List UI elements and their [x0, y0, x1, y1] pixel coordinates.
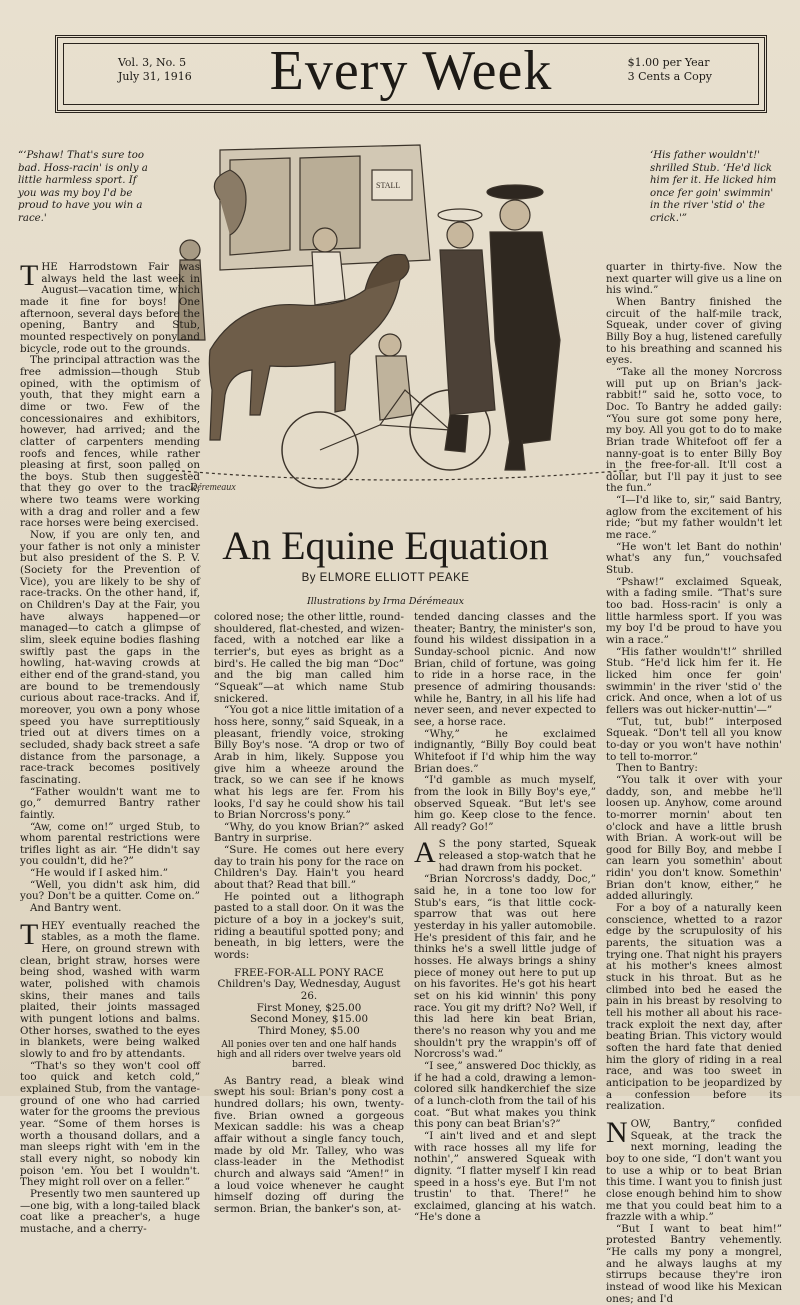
- paragraph: “You talk it over with your daddy, son, and mebbe he'll loosen up. Anyhow, come around to-morrer mornin' about ten o'clock and have a little brush with Brian. A work-out will be good for Billy Boy, and mebbe I can learn you somethin' about ridin' you don't know. Somethin' Brian don't know, either,” he added alluringly.: [606, 773, 782, 903]
- article-title: An Equine Equation: [222, 523, 549, 568]
- illustration-track-scene: [150, 140, 648, 500]
- poster-note: All ponies over ten and one half hands high and all riders over twelve years old barred.: [216, 1039, 402, 1070]
- poster-title: FREE-FOR-ALL PONY RACE: [234, 966, 384, 979]
- poster-second-money: Second Money, $15.00: [249, 1013, 369, 1026]
- paragraph: “Take all the money Norcross will put up on Brian's jack-rabbit!” said he, sotto voce, to Doc. To Bantry he added gaily: “You sure got some pony here, my boy. All you got to do to make Brian trade Whitefoot off fer a nanny-goat is to enter Billy Boy in the free-for-all. It'll cost a dollar, but I'll pay it just to see the fun.”: [606, 365, 782, 495]
- boy-rider: [313, 228, 337, 252]
- paragraph: “He won't let Bant do nothin' what's any fun,” vouchsafed Stub.: [606, 540, 782, 577]
- issue-date: July 31, 1916: [118, 70, 192, 83]
- paragraph: Now, if you are only ten, and your father is not only a minister but also president of the S. P. V. (Society for the Prevention of Vice), you are likely to be shy of race-tracks. On the other hand, if, on Children's Day at the Fair, you have always happened—or managed—to catch a glimpse of slim, sleek equine bodies flashing swiftly past the gaps in the howling, hat-waving crowds at either end of the grand-stand, you are bound to be tremendously curious about race-tracks. And if, moreover, you own a pony whose speed you have surreptitiously tried out at divers times on a secluded, shady back street a safe distance from the parsonage, a race-track becomes positively fascinating.: [20, 529, 200, 786]
- paragraph: “Father wouldn't want me to go,” demurred Bantry rather faintly.: [20, 785, 200, 821]
- paragraph: Then to Bantry:: [616, 762, 698, 775]
- masthead: [55, 35, 767, 113]
- paragraph: “Brian Norcross's daddy, Doc,” said he, in a tone too low for Stub's ears, “is that little cock-sparrow that was out here yesterday in his yaller automobile. He's president of this fair, and he thinks he's a swell little judge of hosses. He always brings a shiny piece of money out here to put up on his favorites. He's got his heart set on his kid winnin' this pony race. You git my drift? No? Well, if this lad here kin beat Brian, there's no reason why you and me shouldn't pry the wrappin's off of Norcross's wad.”: [414, 873, 596, 1061]
- column-4: [606, 261, 782, 1305]
- paragraph: For a boy of a naturally keen conscience, whetted to a razor edge by the scrupulosity of his parents, the situation was a trying one. That night his prayers at his mother's knees almost stuck in his throat. But as he climbed into bed he eased the pain in his breast by resolving to tell his mother all about his race-track exploit the next day, after beating Brian. This victory would soften the hard fate that denied him the glory of riding in a real race, and was too sweet in anticipation to be jeopardized by a confession before its realization.: [606, 902, 782, 1113]
- paragraph: “Why,” he exclaimed indignantly, “Billy Boy could beat Whitefoot if I'd whip him the way Brian does.”: [414, 727, 596, 775]
- paragraph: NOW, Bantry,” confided Squeak, at the track the next morning, leading the boy to one side, “I don't want you to use a whip or to beat Brian this time. I want you to finish just close enough behind him to show me that you could beat him to a frazzle with a whip.”: [606, 1115, 782, 1224]
- paragraph: “I—I'd like to, sir,” said Bantry, aglow from the excitement of his ride; “but my father wouldn't let me race.”: [606, 494, 782, 542]
- paragraph: The principal attraction was the free admission—though Stub opined, with the optimism of youth, that they might earn a dime or two. Few of the concessionaires and exhibitors, however, had arrived; and the clatter of carpenters mending roofs and fences, while rather pleasing at first, soon palled on the boys. Stub then suggested that they go over to the track, where two teams were working with a drag and roller and a few race horses were being exercised.: [20, 354, 200, 530]
- magazine-title: Every Week: [269, 40, 553, 102]
- poster-sign-text: STALL: [376, 181, 401, 190]
- column-2: [214, 611, 404, 1215]
- paragraph: “You got a nice little imitation of a hoss here, sonny,” said Squeak, in a pleasant, friendly voice, stroking Billy Boy's nose. “A drop or two of Arab in him, likely. Suppose you give him a wheeze around the track, so we can see if he knows what his legs are fer. From his looks, I'd say he could show his tail to Brian Norcross's pony.”: [214, 704, 404, 822]
- pull-quote-right: ‘His father wouldn't!' shrilled Stub. ‘He'd lick him fer it. He licked him once fer goin' swimmin' in the river 'stid o' the crick.'”: [650, 150, 777, 224]
- pull-quote-left: “‘Pshaw! That's sure too bad. Hoss-racin' is only a little harmless sport. If you was my boy I'd be proud to have you win a race.': [18, 150, 148, 224]
- paragraph: “I see,” answered Doc thickly, as if he had a cold, drawing a lemon-colored silk handkerchief the size of a lunch-cloth from the tail of his coat. “But what makes you think this pony can beat Brian's?”: [414, 1059, 596, 1131]
- volume-number: Vol. 3, No. 5: [118, 56, 187, 69]
- paragraph: tended dancing classes and the theater; Bantry, the minister's son, found his wildest dissipation in a Sunday-school picnic. And now Brian, child of fortune, was going to ride in a horse race, in the presence of admiring thousands: while he, Bantry, in all his life had never seen, and never expected to see, a horse race.: [414, 611, 596, 728]
- paragraph: As Bantry read, a bleak wind swept his soul: Brian's pony cost a hundred dollars; his own, twenty-five. Brian owned a gorgeous Mexican saddle: his was a cheap affair without a single fancy touch, made by old Mr. Talley, who was class-leader in the Methodist church and always said “Amen!” in a loud voice whenever he caught himself dozing off during the sermon. Brian, the banker's son, at-: [214, 1074, 404, 1215]
- straw-hat: [438, 209, 482, 221]
- paragraph: “I ain't lived and et and slept with race hosses all my life for nothin',” answered Squeak with dignity. “I flatter myself I kin read speed in a hoss's eye. But I'm not trustin' to that. There!” he exclaimed, glancing at his watch. “He's done a: [414, 1129, 596, 1224]
- paragraph: And Bantry went.: [30, 902, 122, 915]
- paragraph: “Tut, tut, bub!” interposed Squeak. “Don't tell all you know to-day or you won't have nothin' to tell to-morror.”: [606, 715, 782, 763]
- paragraph: THE Harrodstown Fair was always held the last week in August—vacation time, which made it fine for boys! One afternoon, several days before the opening, Bantry and Stub, mounted respectively on pony and bicycle, rode out to the grounds.: [20, 259, 200, 355]
- price-per-copy: 3 Cents a Copy: [627, 70, 712, 83]
- price-info: [628, 56, 712, 84]
- price-per-year: $1.00 per Year: [627, 56, 710, 69]
- boy-on-bicycle: [379, 334, 401, 356]
- drop-cap: A: [414, 836, 436, 870]
- paragraph: “I'd gamble as much myself, from the look in Billy Boy's eye,” observed Squeak. “But let's see him go. Keep close to the fence. All ready? Go!”: [414, 774, 596, 833]
- poster-first-money: First Money, $25.00: [256, 1001, 362, 1014]
- byline: By ELMORE ELLIOTT PEAKE: [301, 572, 470, 584]
- paragraph: When Bantry finished the circuit of the half-mile track, Squeak, under cover of giving Billy Boy a hug, listened carefully to his breathing and scanned his eyes.: [606, 295, 782, 367]
- race-bill-text: [214, 968, 404, 1070]
- illustrator-signature: Déremeaux: [190, 482, 236, 493]
- paragraph: “Aw, come on!” urged Stub, to whom parental restrictions were trifles light as air. “He didn't say you couldn't, did he?”: [20, 820, 200, 868]
- paragraph: “He would if I asked him.”: [30, 867, 168, 880]
- paragraph: “But I want to beat him!” protested Bantry vehemently. “He calls my pony a mongrel, and he always laughs at my stirrups because they're iron instead of wood like his Mexican ones; and I'd: [606, 1222, 782, 1305]
- squeak-man: [500, 200, 530, 230]
- drop-cap: T: [20, 259, 39, 292]
- paragraph: He pointed out a lithograph pasted to a stall door. On it was the picture of a boy in a jockey's suit, riding a beautiful spotted pony; and beneath, in big letters, were the words:: [214, 890, 404, 962]
- paragraph: “That's so they won't cool off too quick and ketch cold,” explained Stub, from the vantage-ground of one who had carried water for the grooms the previous year. “Some of them horses is worth a thousand dollars, and a man sleeps right with 'em in the stall every night, so nobody kin poison 'em. You bet I wouldn't. They might roll over on a feller.”: [20, 1059, 200, 1189]
- column-3: [414, 611, 596, 1224]
- paragraph: “Why, do you know Brian?” asked Bantry in surprise.: [214, 820, 404, 845]
- paragraph: colored nose; the other little, round-shouldered, flat-chested, and wizen-faced, with a notched ear like a terrier's, but eyes as bright as a bird's. He called the big man “Doc” and the big man called him “Squeak”—at which name Stub snickered.: [214, 611, 404, 705]
- paragraph: quarter in thirty-five. Now the next quarter will give us a line on his wind.”: [606, 261, 782, 297]
- paragraph: “His father wouldn't!” shrilled Stub. “He'd lick him fer it. He licked him once fer goin' swimmin' in the river 'stid o' the crick. And once, when a lot of us fellers was out hicker-nuttin'—”: [606, 645, 782, 716]
- column-1: [20, 259, 200, 1235]
- bowler-hat: [487, 185, 543, 199]
- paragraph: “Pshaw!” exclaimed Squeak, with a fading smile. “That's sure too bad. Hoss-racin' is only a little harmless sport. If you was my boy I'd be proud to have you win a race.”: [606, 575, 782, 646]
- paragraph: THEY eventually reached the stables, as a moth the flame. Here, on ground strewn with clean, bright straw, horses were being shod, washed with warm water, polished with chamois skins, their manes and tails plaited, their joints massaged with pungent lotions and balms. Other horses, swathed to the eyes in blankets, were being walked slowly to and fro by attendants.: [20, 917, 200, 1060]
- paragraph: A S the pony started, Squeak released a stop-watch that he had drawn from his pocket.: [414, 836, 596, 874]
- drop-cap: N: [606, 1115, 628, 1149]
- drop-cap: T: [20, 917, 39, 951]
- poster-third-money: Third Money, $5.00: [258, 1024, 360, 1037]
- paragraph: Presently two men sauntered up—one big, with a long-tailed black coat like a preacher's, a huge mustache, and a cherry-: [20, 1187, 200, 1235]
- doc-man: [447, 222, 473, 248]
- paragraph: “Well, you didn't ask him, did you? Don't be a quitter. Come on.”: [20, 878, 200, 903]
- paragraph: “Sure. He comes out here every day to train his pony for the race on Children's Day. Hain't you heard about that? Read that bill.”: [214, 844, 404, 892]
- illustration-credit: Illustrations by Irma Dérémeaux: [306, 596, 465, 607]
- poster-date: Children's Day, Wednesday, August 26.: [217, 978, 401, 1002]
